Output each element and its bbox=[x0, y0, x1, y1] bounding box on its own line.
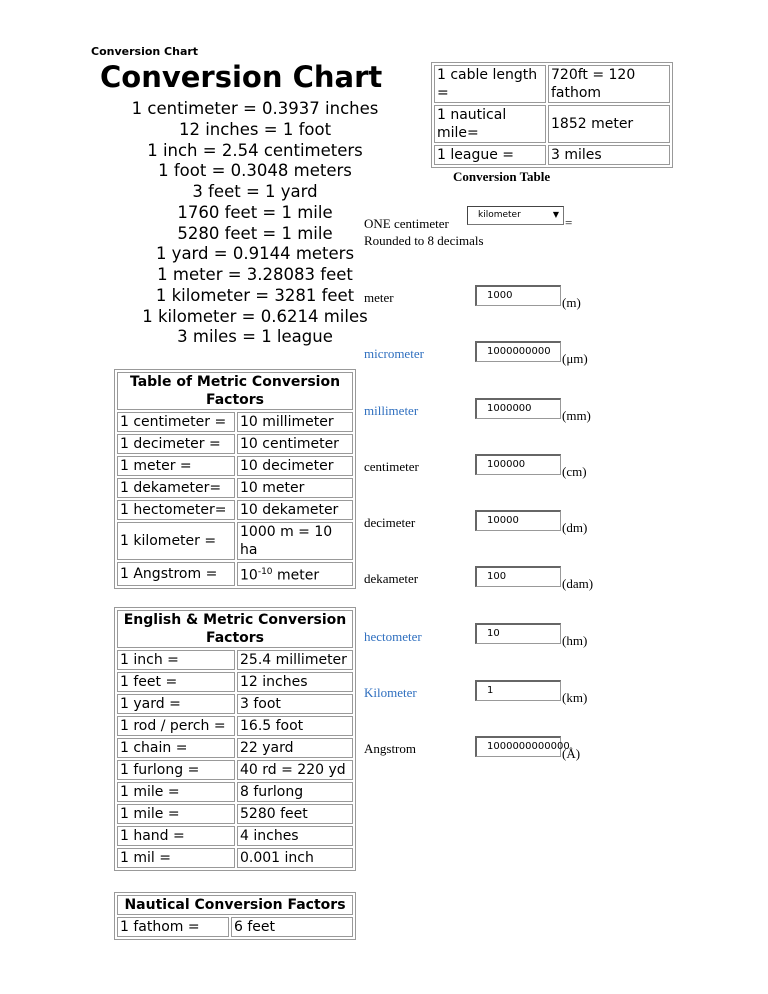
table-cell: 1852 meter bbox=[548, 105, 670, 143]
table-row bbox=[117, 917, 353, 937]
table-cell: 720ft = 120 fathom bbox=[548, 65, 670, 103]
table-cell: 5280 feet bbox=[237, 804, 353, 824]
table-cell: 1 mile = bbox=[117, 782, 235, 802]
table-cell: 1 Angstrom = bbox=[117, 562, 235, 586]
table-title: Nautical Conversion Factors bbox=[117, 895, 353, 915]
unit-abbr: (μm) bbox=[562, 351, 588, 366]
unit-label-decimeter: decimeter bbox=[364, 515, 416, 530]
table-cell: 6 feet bbox=[231, 917, 353, 937]
nautical-length-table bbox=[431, 62, 673, 168]
table-cell: 16.5 foot bbox=[237, 716, 353, 736]
english-metric-table bbox=[114, 607, 356, 871]
conversion-line: 5280 feet = 1 mile bbox=[177, 223, 333, 243]
conversion-line: 1 meter = 3.28083 feet bbox=[157, 265, 353, 284]
unit-abbr: (dm) bbox=[562, 520, 588, 535]
unit-select-value: kilometer bbox=[478, 210, 521, 220]
table-row bbox=[117, 650, 353, 670]
converter-source-label: ONE centimeter bbox=[364, 216, 449, 231]
table-row bbox=[434, 145, 670, 165]
hectometer-value-field[interactable]: 10 bbox=[475, 623, 561, 644]
table-cell: 10 dekameter bbox=[237, 500, 353, 520]
table-cell: 1 rod / perch = bbox=[117, 716, 235, 736]
table-cell: 1 hectometer= bbox=[117, 500, 235, 520]
table-header-row bbox=[117, 895, 353, 915]
table-cell: 25.4 millimeter bbox=[237, 650, 353, 670]
conversion-line: 3 feet = 1 yard bbox=[192, 182, 318, 201]
unit-label-angstrom: Angstrom bbox=[364, 741, 416, 756]
centimeter-value-field[interactable]: 100000 bbox=[475, 454, 561, 475]
conversion-line: 1 kilometer = 3281 feet bbox=[155, 285, 355, 305]
table-cell: 1000 m = 10 ha bbox=[237, 522, 353, 560]
table-cell: 10 meter bbox=[237, 478, 353, 498]
table-cell: 10 millimeter bbox=[237, 412, 353, 432]
table-title: English & Metric Conversion Factors bbox=[117, 610, 353, 648]
page-title: Conversion Chart bbox=[100, 60, 383, 94]
millimeter-value-field[interactable]: 1000000 bbox=[475, 398, 561, 419]
table-cell: 1 yard = bbox=[117, 694, 235, 714]
table-row bbox=[117, 760, 353, 780]
table-row bbox=[117, 500, 353, 520]
table-cell: 3 foot bbox=[237, 694, 353, 714]
table-cell: 1 centimeter = bbox=[117, 412, 235, 432]
unit-link-millimeter[interactable]: millimeter bbox=[364, 403, 419, 418]
angstrom-unit: meter bbox=[272, 567, 320, 584]
table-cell: 1 dekameter= bbox=[117, 478, 235, 498]
unit-label-centimeter: centimeter bbox=[364, 459, 419, 474]
equals-sign: = bbox=[565, 215, 573, 230]
table-row bbox=[117, 694, 353, 714]
table-header-row bbox=[117, 372, 353, 410]
conversion-line: 1760 feet = 1 mile bbox=[177, 202, 333, 222]
table-cell bbox=[237, 562, 353, 586]
micrometer-value-field[interactable]: 1000000000 bbox=[475, 341, 561, 362]
kilometer-value-field[interactable]: 1 bbox=[475, 680, 561, 701]
table-cell: 1 fathom = bbox=[117, 917, 229, 937]
metric-conversion-table bbox=[114, 369, 356, 589]
table-row bbox=[434, 105, 670, 143]
chevron-down-icon: ▼ bbox=[552, 210, 559, 219]
table-row bbox=[434, 65, 670, 103]
page-small-title: Conversion Chart bbox=[91, 45, 199, 58]
unit-abbr: (mm) bbox=[562, 408, 591, 423]
table-header-row bbox=[117, 610, 353, 648]
table-row bbox=[117, 848, 353, 868]
conversion-line: 1 yard = 0.9144 meters bbox=[155, 244, 355, 264]
table-row bbox=[117, 826, 353, 846]
unit-abbr: (m) bbox=[562, 295, 581, 310]
unit-abbr: (km) bbox=[562, 690, 588, 705]
table-cell: 1 mile = bbox=[117, 804, 235, 824]
table-row bbox=[117, 716, 353, 736]
table-cell: 1 decimeter = bbox=[117, 434, 235, 454]
unit-select[interactable] bbox=[467, 206, 564, 225]
table-row bbox=[117, 562, 353, 586]
conversion-line: 1 centimeter = 0.3937 inches bbox=[131, 99, 379, 118]
table-row bbox=[117, 738, 353, 758]
table-cell: 1 inch = bbox=[117, 650, 235, 670]
table-row bbox=[117, 412, 353, 432]
unit-link-hectometer[interactable]: hectometer bbox=[364, 629, 422, 644]
table-row bbox=[117, 456, 353, 476]
table-cell: 1 chain = bbox=[117, 738, 235, 758]
table-row bbox=[117, 434, 353, 454]
unit-abbr: (Å) bbox=[562, 746, 581, 761]
table-cell: 1 cable length = bbox=[434, 65, 546, 103]
unit-abbr: (hm) bbox=[562, 633, 588, 648]
unit-abbr: (dam) bbox=[562, 576, 594, 591]
unit-link-micrometer[interactable]: micrometer bbox=[364, 346, 424, 361]
table-cell: 1 mil = bbox=[117, 848, 235, 868]
table-cell: 10 decimeter bbox=[237, 456, 353, 476]
angstrom-base: 10 bbox=[240, 567, 258, 584]
unit-label-meter: meter bbox=[364, 290, 394, 305]
conversion-line: 1 foot = 0.3048 meters bbox=[158, 161, 352, 181]
conversion-line: 3 miles = 1 league bbox=[177, 327, 333, 347]
table-cell: 1 hand = bbox=[117, 826, 235, 846]
conversion-line: 12 inches = 1 foot bbox=[178, 119, 332, 139]
conversion-line: 1 kilometer = 0.6214 miles bbox=[142, 306, 368, 326]
unit-abbr: (cm) bbox=[562, 464, 587, 479]
table-cell: 12 inches bbox=[237, 672, 353, 692]
table-cell: 10 centimeter bbox=[237, 434, 353, 454]
table-cell: 1 nautical mile= bbox=[434, 105, 546, 143]
table-cell: 1 kilometer = bbox=[117, 522, 235, 560]
table-title: Table of Metric Conversion Factors bbox=[117, 372, 353, 410]
unit-link-kilometer[interactable]: Kilometer bbox=[364, 685, 417, 700]
nautical-conversion-table bbox=[114, 892, 356, 940]
conversion-line: 1 inch = 2.54 centimeters bbox=[147, 140, 363, 160]
decimeter-value-field[interactable]: 10000 bbox=[475, 510, 561, 531]
table-cell: 22 yard bbox=[237, 738, 353, 758]
table-row bbox=[117, 804, 353, 824]
table-row bbox=[117, 478, 353, 498]
rounding-note: Rounded to 8 decimals bbox=[364, 233, 484, 248]
table-cell: 0.001 inch bbox=[237, 848, 353, 868]
dekameter-value-field[interactable]: 100 bbox=[475, 566, 561, 587]
angstrom-exponent: -10 bbox=[257, 567, 273, 577]
table-caption: Conversion Table bbox=[453, 169, 551, 184]
table-cell: 3 miles bbox=[548, 145, 670, 165]
table-row bbox=[117, 782, 353, 802]
unit-label-dekameter: dekameter bbox=[364, 571, 419, 586]
angstrom-value-field[interactable]: 1000000000000 bbox=[475, 736, 561, 757]
table-row bbox=[117, 522, 353, 560]
table-cell: 8 furlong bbox=[237, 782, 353, 802]
table-cell: 4 inches bbox=[237, 826, 353, 846]
table-cell: 1 furlong = bbox=[117, 760, 235, 780]
table-row bbox=[117, 672, 353, 692]
table-cell: 1 meter = bbox=[117, 456, 235, 476]
table-cell: 40 rd = 220 yd bbox=[237, 760, 353, 780]
meter-value-field[interactable]: 1000 bbox=[475, 285, 561, 306]
table-cell: 1 league = bbox=[434, 145, 546, 165]
table-cell: 1 feet = bbox=[117, 672, 235, 692]
